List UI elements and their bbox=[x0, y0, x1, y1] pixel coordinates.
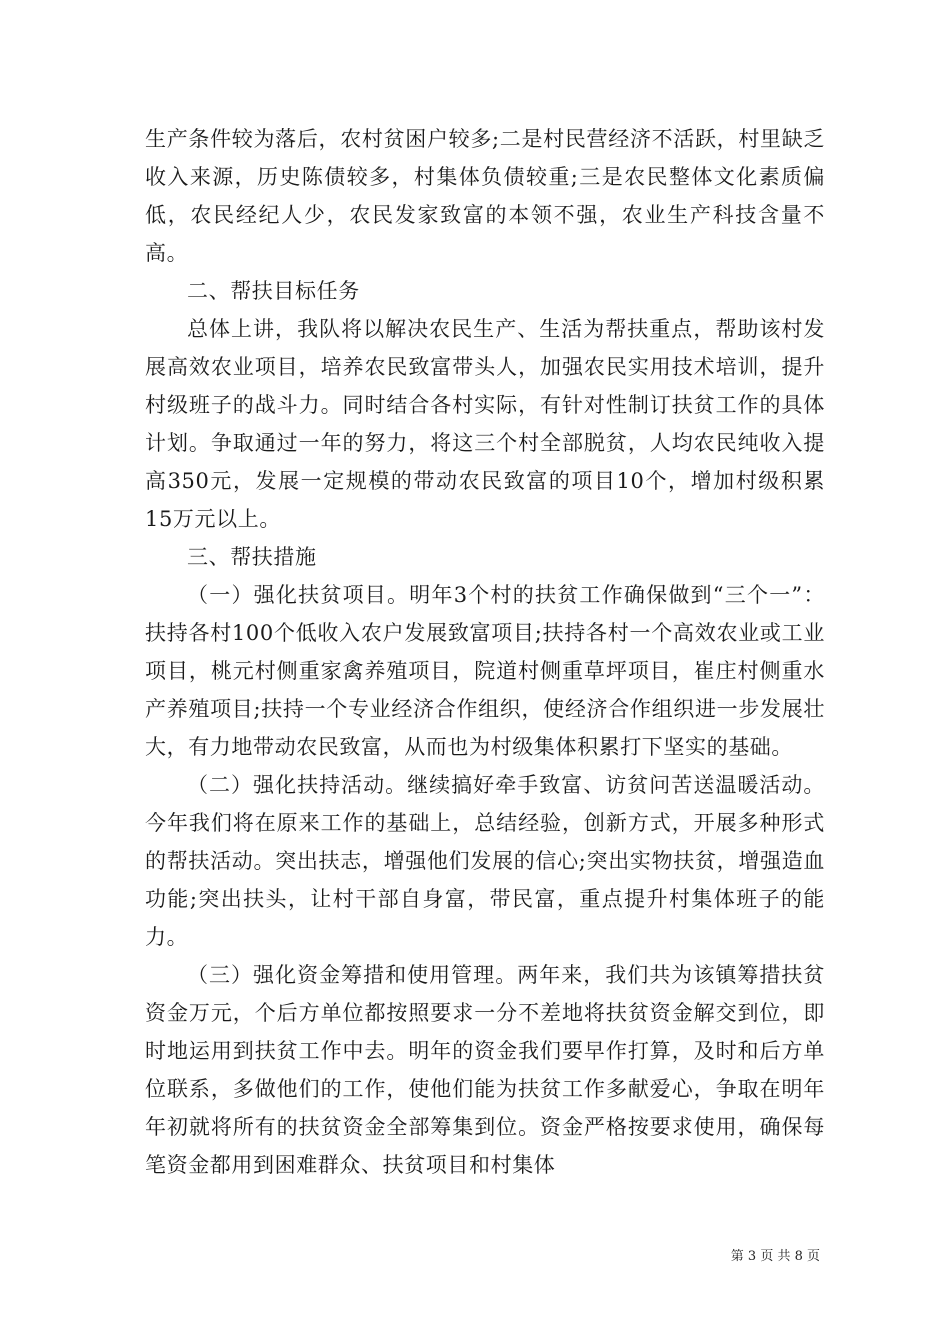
paragraph-continuation: 生产条件较为落后，农村贫困户较多;二是村民营经济不活跃，村里缺乏收入来源，历史陈债较多，村集体负债较重;三是农民整体文化素质偏低，农民经纪人少，农民发家致富的本领不强，农业生产科技含量不高。 bbox=[145, 127, 825, 265]
paragraph-goals: 总体上讲，我队将以解决农民生产、生活为帮扶重点，帮助该村发展高效农业项目，培养农民致富带头人，加强农民实用技术培训，提升村级班子的战斗力。同时结合各村实际，有针对性制订扶贫工作的具体计划。争取通过一年的努力，将这三个村全部脱贫，人均农民纯收入提高350元，发展一定规模的带动农民致富的项目10个，增加村级积累15万元以上。 bbox=[145, 317, 825, 531]
document-body bbox=[145, 120, 825, 1184]
page-number: 第 3 页 共 8 页 bbox=[730, 1249, 820, 1264]
paragraph-measure-3: （三）强化资金筹措和使用管理。两年来，我们共为该镇筹措扶贫资金万元，个后方单位都按照要求一分不差地将扶贫资金解交到位，即时地运用到扶贫工作中去。明年的资金我们要早作打算，及时和后方单位联系，多做他们的工作，使他们能为扶贫工作多献爱心，争取在明年年初就将所有的扶贫资金全部筹集到位。资金严格按要求使用，确保每笔资金都用到困难群众、扶贫项目和村集体 bbox=[145, 963, 825, 1177]
section-heading-goals: 二、帮扶目标任务 bbox=[187, 279, 360, 303]
section-heading-measures: 三、帮扶措施 bbox=[187, 545, 317, 569]
paragraph-measure-1: （一）强化扶贫项目。明年3个村的扶贫工作确保做到“三个一”：扶持各村100个低收入农户发展致富项目;扶持各村一个高效农业或工业项目，桃元村侧重家禽养殖项目，院道村侧重草坪项目，崔庄村侧重水产养殖项目;扶持一个专业经济合作组织，使经济合作组织进一步发展壮大，有力地带动农民致富，从而也为村级集体积累打下坚实的基础。 bbox=[145, 583, 825, 759]
paragraph-measure-2: （二）强化扶持活动。继续搞好牵手致富、访贫问苦送温暖活动。今年我们将在原来工作的基础上，总结经验，创新方式，开展多种形式的帮扶活动。突出扶志，增强他们发展的信心;突出实物扶贫，增强造血功能;突出扶头，让村干部自身富，带民富，重点提升村集体班子的能力。 bbox=[145, 773, 825, 949]
